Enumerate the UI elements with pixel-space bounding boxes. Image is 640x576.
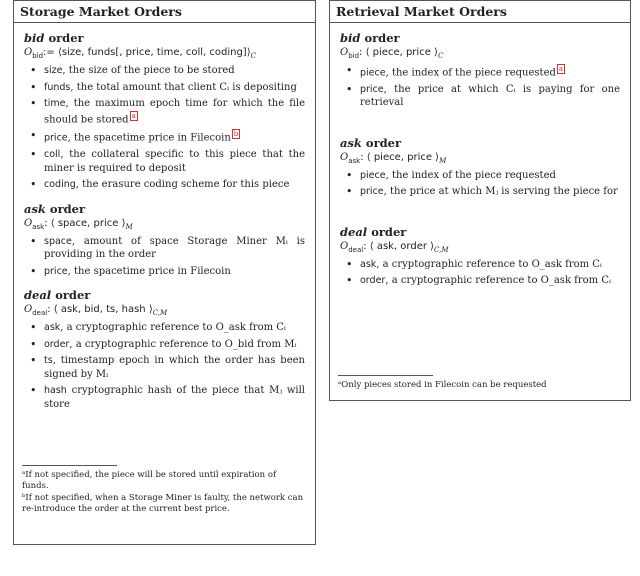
field-item [340,169,620,183]
panel-body [330,23,630,288]
deal-order-section [24,288,305,411]
field-item [24,129,305,145]
storage-market-panel [13,0,316,545]
field-name: piece [360,169,386,181]
field-item [24,338,305,352]
field-description: , the index of the piece requested [385,169,556,181]
formula-body: : ⟨ piece, price ⟩ [359,47,438,58]
section-heading [24,288,305,302]
field-name: ask [44,322,61,334]
bid-order-section [24,31,305,192]
footnote-marker: a [558,65,564,73]
field-item [340,64,620,80]
formula-symbol: O [340,151,349,163]
field-name: ask [360,258,377,270]
formula-subscript: deal [32,309,48,318]
field-name: ts [44,355,53,367]
field-item [24,265,305,279]
section-heading [24,31,305,45]
heading-keyword: deal [24,288,52,303]
formula-body: : ⟨ ask, bid, ts, hash ⟩ [47,304,153,316]
formula-body: : ⟨ space, price ⟩ [44,217,126,229]
footnotes [338,375,620,392]
field-description: , the maximum epoch time for which the file should be stored [44,98,305,125]
heading-keyword: bid [340,31,361,45]
formula-body: : ⟨ ask, order ⟩ [363,240,435,252]
formula-signers: M [125,222,133,231]
field-item [24,354,305,381]
field-list [340,258,620,288]
field-name: size [44,65,63,76]
heading-rest: order [51,288,91,303]
formula-subscript: deal [348,245,364,254]
field-name: time [44,98,66,109]
field-name: coll [44,149,61,161]
field-item [24,178,305,192]
heading-keyword: bid [24,31,45,45]
bid-order-section [340,31,620,110]
heading-keyword: ask [340,135,362,150]
heading-rest: order [360,31,400,45]
footnote-text: ᵃIf not specified, the piece will be stored until expiration of funds. [22,470,277,491]
heading-rest: order [44,31,84,45]
field-description: , the spacetime price in Filecoin [67,265,231,277]
heading-keyword: deal [340,224,368,239]
formula-signers: M [439,156,447,165]
field-name: order [360,275,386,287]
deal-order-section [340,225,620,288]
field-name: order [44,338,70,350]
panel-title: Retrieval Market Orders [330,1,630,23]
footnote-text: ᵃOnly pieces stored in Filecoin can be requested [338,380,547,390]
field-description: , the erasure coding scheme for this piece [75,179,290,191]
field-description: , the total amount that client Cᵢ is depositing [70,81,297,93]
field-item [340,83,620,110]
field-description: , the spacetime price in Filecoin [67,132,231,144]
field-item [340,258,620,272]
field-description: cryptographic hash of the piece that Mⱼ will store [44,385,305,410]
field-description: , the collateral specific to this piece that the miner is required to deposit [44,149,305,174]
field-name: price [360,83,384,95]
field-item [24,148,305,175]
footnotes [22,465,305,516]
field-name: price [360,186,384,198]
field-item [24,64,305,78]
formula-symbol: O [340,240,349,252]
field-list [24,321,305,411]
formula-symbol: O [24,47,33,58]
order-formula [340,241,620,254]
field-description: , the price at which Mⱼ is serving the piece for [383,186,618,198]
order-formula [24,218,305,231]
retrieval-market-panel [329,0,631,401]
ask-order-section [340,136,620,199]
heading-keyword: ask [24,201,46,216]
footnote-marker: b [233,130,239,139]
section-heading [340,225,620,239]
field-description: , a cryptographic reference to O_bid from Mᵢ [69,338,297,350]
field-item [340,274,620,288]
formula-symbol: O [24,304,33,316]
heading-rest: order [367,224,407,239]
order-formula [340,47,620,60]
field-item [24,81,305,95]
formula-symbol: O [24,217,33,229]
section-heading [340,136,620,150]
order-formula [340,152,620,165]
field-description: , a cryptographic reference to O_ask from Cᵢ [60,322,286,334]
footnote-rule [22,465,117,466]
field-name: space [44,235,72,247]
formula-subscript: bid [32,52,44,60]
footnote-marker: a [131,111,136,120]
field-item [24,321,305,335]
order-formula [24,47,305,60]
field-list [340,169,620,199]
field-description: , the index of the piece requested [385,67,556,79]
field-item [24,235,305,262]
section-heading [24,202,305,216]
field-description: , a cryptographic reference to O_ask from Cᵢ [376,258,602,270]
footnote-text: ᵇIf not specified, when a Storage Miner is faulty, the network can re-introduce the order at the current best price. [22,493,304,514]
ask-order-section [24,202,305,279]
formula-subscript: bid [348,52,360,60]
panel-title: Storage Market Orders [14,1,315,23]
field-description: , a cryptographic reference to O_ask from Cᵢ [385,275,612,287]
field-list [24,235,305,279]
field-description: , timestamp epoch in which the order has been signed by Mᵢ [44,355,305,380]
field-name: hash [44,385,67,397]
formula-subscript: ask [32,222,45,231]
heading-rest: order [361,135,402,150]
field-name: price [44,132,68,144]
field-name: coding [44,179,76,191]
field-item [24,384,305,411]
order-formula [24,304,305,317]
field-description: , amount of space Storage Miner Mᵢ is providing in the order [44,235,305,261]
formula-body: := ⟨size, funds[, price, time, coll, coding]⟩ [43,47,251,58]
formula-signers: C,M [434,245,449,254]
formula-symbol: O [340,47,349,58]
field-name: price [44,265,68,277]
formula-signers: C,M [152,309,168,318]
field-name: piece [360,67,386,79]
panel-body [14,23,315,411]
field-item [24,97,305,126]
field-list [340,64,620,110]
field-item [340,185,620,199]
section-heading [340,31,620,45]
formula-signers: C [250,52,256,60]
formula-subscript: ask [348,156,361,165]
field-name: funds [44,81,71,93]
heading-rest: order [45,201,86,216]
footnote-rule [338,375,433,376]
formula-signers: C [437,52,444,60]
field-list [24,64,305,192]
field-description: , the size of the piece to be stored [62,65,235,76]
field-description: , the price at which Cᵢ is paying for one retrieval [360,83,620,109]
formula-body: : ⟨ piece, price ⟩ [360,151,440,163]
